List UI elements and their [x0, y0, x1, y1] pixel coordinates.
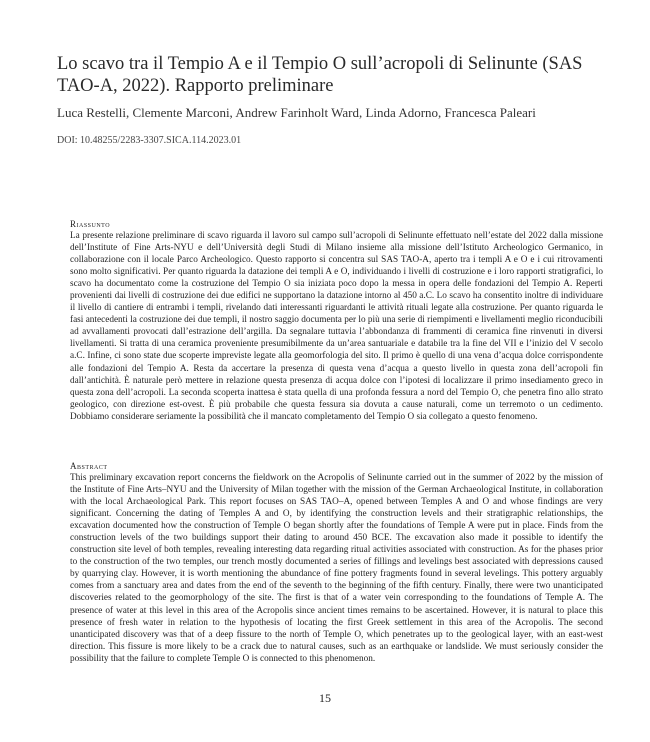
abstract-heading: Abstract: [70, 461, 108, 471]
page-number: 15: [319, 691, 331, 705]
author-list: Luca Restelli, Clemente Marconi, Andrew Farinholt Ward, Linda Adorno, Francesca Paleari: [57, 105, 536, 120]
doi-identifier[interactable]: DOI: 10.48255/2283-3307.SICA.114.2023.01: [57, 135, 242, 146]
riassunto-text: La presente relazione preliminare di scavo riguarda il lavoro sul campo sull’acropoli di Selinunte effettuato nell’estate del 2022 dalla missione dell’Institute of Fine Arts-NYU e dell’Università degli Studi di Milano insieme alla missione dell’Istituto Archeologico Germanico, in collaborazione con il locale Parco Archeologico. Questo rapporto si concentra sul SAS TAO-A, aperto tra i templi A e O e i cui ritrovamenti sono molto significativi. Per quanto riguarda la datazione dei templi A e O, individuando i livelli di costruzione e i loro rapporti stratigrafici, lo scavo ha documentato come la costruzione del Tempio O sia iniziata poco dopo la messa in opera delle fondazioni del Tempio A. Reperti provenienti dai livelli di costruzione dei due edifici ne supportano la datazione intorno al 450 a.C. Lo scavo ha consentito inoltre di individuare il livello di cantiere di entrambi i templi, rivelando dati interessanti riguardanti le attività rituali legate alla costruzione. Per quanto riguarda le fasi antecedenti la costruzione dei due templi, il nostro saggio documenta per lo più una serie di riempimenti e livellamenti meglio riconducibili ad avvallamenti provocati dall’estrazione dell’argilla. Da segnalare tuttavia l’abbondanza di frammenti di ceramica fine rinvenuti in diversi livellamenti. Si tratta di una ceramica proveniente presumibilmente da un’area santuariale e databile tra la fine del VII e l’inizio del V secolo a.C. Infine, ci sono state due scoperte impreviste legate alla geomorfologia del sito. Il primo è quello di una vena d’acqua dolce corrispondente alle fondazioni del Tempio A. Resta da accertare la presenza di questa vena d’acqua a questo livello in questa zona dell’acropoli fin dall’antichità. È naturale però mettere in relazione questa presenza di acqua dolce con l’ipotesi di localizzare il primo insediamento greco in questa zona dell’acropoli. La seconda scoperta inattesa è stata quella di una profonda fessura a nord del Tempio O, che penetra fino allo strato geologico, con direzione est-ovest. È più probabile che questa fessura sia dovuta a cause naturali, come un terremoto o un cedimento. Dobbiamo considerare seriamente la possibilità che il mancato completamento del Tempio O sia collegato a questo fenomeno.: [70, 231, 603, 422]
article-title: Lo scavo tra il Tempio A e il Tempio O sull’acropoli di Selinunte (SAS TAO-A, 2022). Rapporto preliminare: [57, 54, 583, 96]
abstract-text: This preliminary excavation report concerns the fieldwork on the Acropolis of Selinunte carried out in the summer of 2022 by the mission of the Institute of Fine Arts–NYU and the University of Milan together with the mission of the German Archaeological Institute, in collaboration with the local Archaeological Park. This report focuses on SAS TAO–A, opened between Temples A and O and whose findings are very significant. Concerning the dating of Temples A and O, by identifying the construction levels and their stratigraphic relationships, the excavation documented how the construction of Temple O began shortly after the foundations of Temple A were put in place. Finds from the construction levels of the two buildings support their dating to around 450 BCE. The excavation also made it possible to identify the construction site level of both temples, revealing interesting data regarding ritual activities associated with construction. As for the phases prior to the construction of the two temples, our trench mostly documented a series of fillings and levelings best associated with depressions caused by quarrying clay. However, it is worth mentioning the abundance of fine pottery fragments found in several levelings. This pottery arguably comes from a sanctuary area and dates from the end of the seventh to the beginning of the fifth century. Finally, there were two unanticipated discoveries related to the geomorphology of the site. The first is that of a water vein corresponding to the foundations of Temple A. The presence of water at this level in this area of the Acropolis since ancient times remains to be ascertained. However, it is natural to place this presence of fresh water in relation to the hypothesis of locating the first Greek settlement in this area of the Acropolis. The second unanticipated discovery was that of a deep fissure to the north of Temple O, which penetrates up to the geological layer, with an east-west direction. This fissure is more likely to be a crack due to natural causes, such as an earthquake or landslide. We must seriously consider the possibility that the failure to complete Temple O is connected to this phenomenon.: [70, 473, 603, 664]
riassunto-heading: Riassunto: [70, 219, 111, 229]
